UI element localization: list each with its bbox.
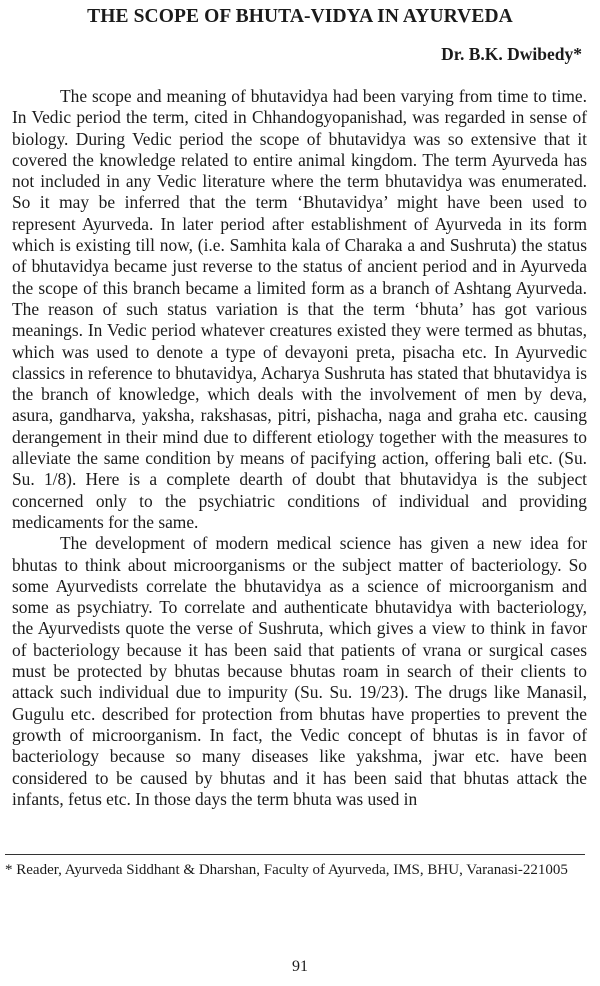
footnote-divider [5,854,585,855]
article-title: THE SCOPE OF BHUTA-VIDYA IN AYURVEDA [87,6,513,27]
footnote: * Reader, Ayurveda Siddhant & Dharshan, Faculty of Ayurveda, IMS, BHU, Varanasi-221005 [5,862,568,878]
paragraph-2: The development of modern medical science has given a new idea for bhutas to think about microorganisms or the subject matter of bacteriology. So some Ayurvedists correlate the bhutavidya as a science of microorganism and some as psychiatry. To correlate and authenticate bhutavidya with bacteriology, the Ayurvedists quote the verse of Sushruta, which gives a view to think in favor of bacteriology because it has been said that patients of vrana or surgical cases must be protected by bhutas because bhutas roam in search of their clients to attack such individual due to impurity (Su. Su. 19/23). The drugs like Manasil, Gugulu etc. described for protection from bhutas have properties to prevent the growth of microorganism. In fact, the Vedic concept of bhutas is in favor of bacteriology because so many diseases like yakshma, jwar etc. have been considered to be caused by bhutas and it has been said that bhutas attack the infants, fetus etc. In those days the term bhuta was used in [12,533,587,809]
page-number: 91 [292,958,308,975]
author-name: Dr. B.K. Dwibedy* [441,44,582,64]
article-body [12,86,587,810]
paragraph-1: The scope and meaning of bhutavidya had been varying from time to time. In Vedic period the term, cited in Chhandogyopanishad, was regarded in sense of biology. During Vedic period the scope of bhutavidya was so extensive that it covered the knowledge related to entire animal kingdom. The term Ayurveda has not included in any Vedic literature where the term bhutavidya was enumerated. So it may be inferred that the term ‘Bhutavidya’ might have been used to represent Ayurveda. In later period after establishment of Ayurveda in its form which is existing till now, (i.e. Samhita kala of Charaka a and Sushruta) the status of bhutavidya became just reverse to the status of ancient period and in Ayurveda the scope of this branch became a limited form as a branch of Ashtang Ayurveda. The reason of such status variation is that the term ‘bhuta’ has got various meanings. In Vedic period whatever creatures existed they were termed as bhutas, which was used to denote a type of devayoni preta, pisacha etc. In Ayurvedic classics in reference to bhutavidya, Acharya Sushruta has stated that bhutavidya is the branch of knowledge, which deals with the involvement of men by deva, asura, gandharva, yaksha, rakshasas, pitri, pishacha, naga and graha etc. causing derangement in their mind due to different etiology together with the measures to alleviate the same condition by means of pacifying action, offering bali etc. (Su. Su. 1/8). Here is a complete dearth of doubt that bhutavidya is the subject concerned only to the psychiatric conditions of individual and providing medicaments for the same. [12,86,587,532]
